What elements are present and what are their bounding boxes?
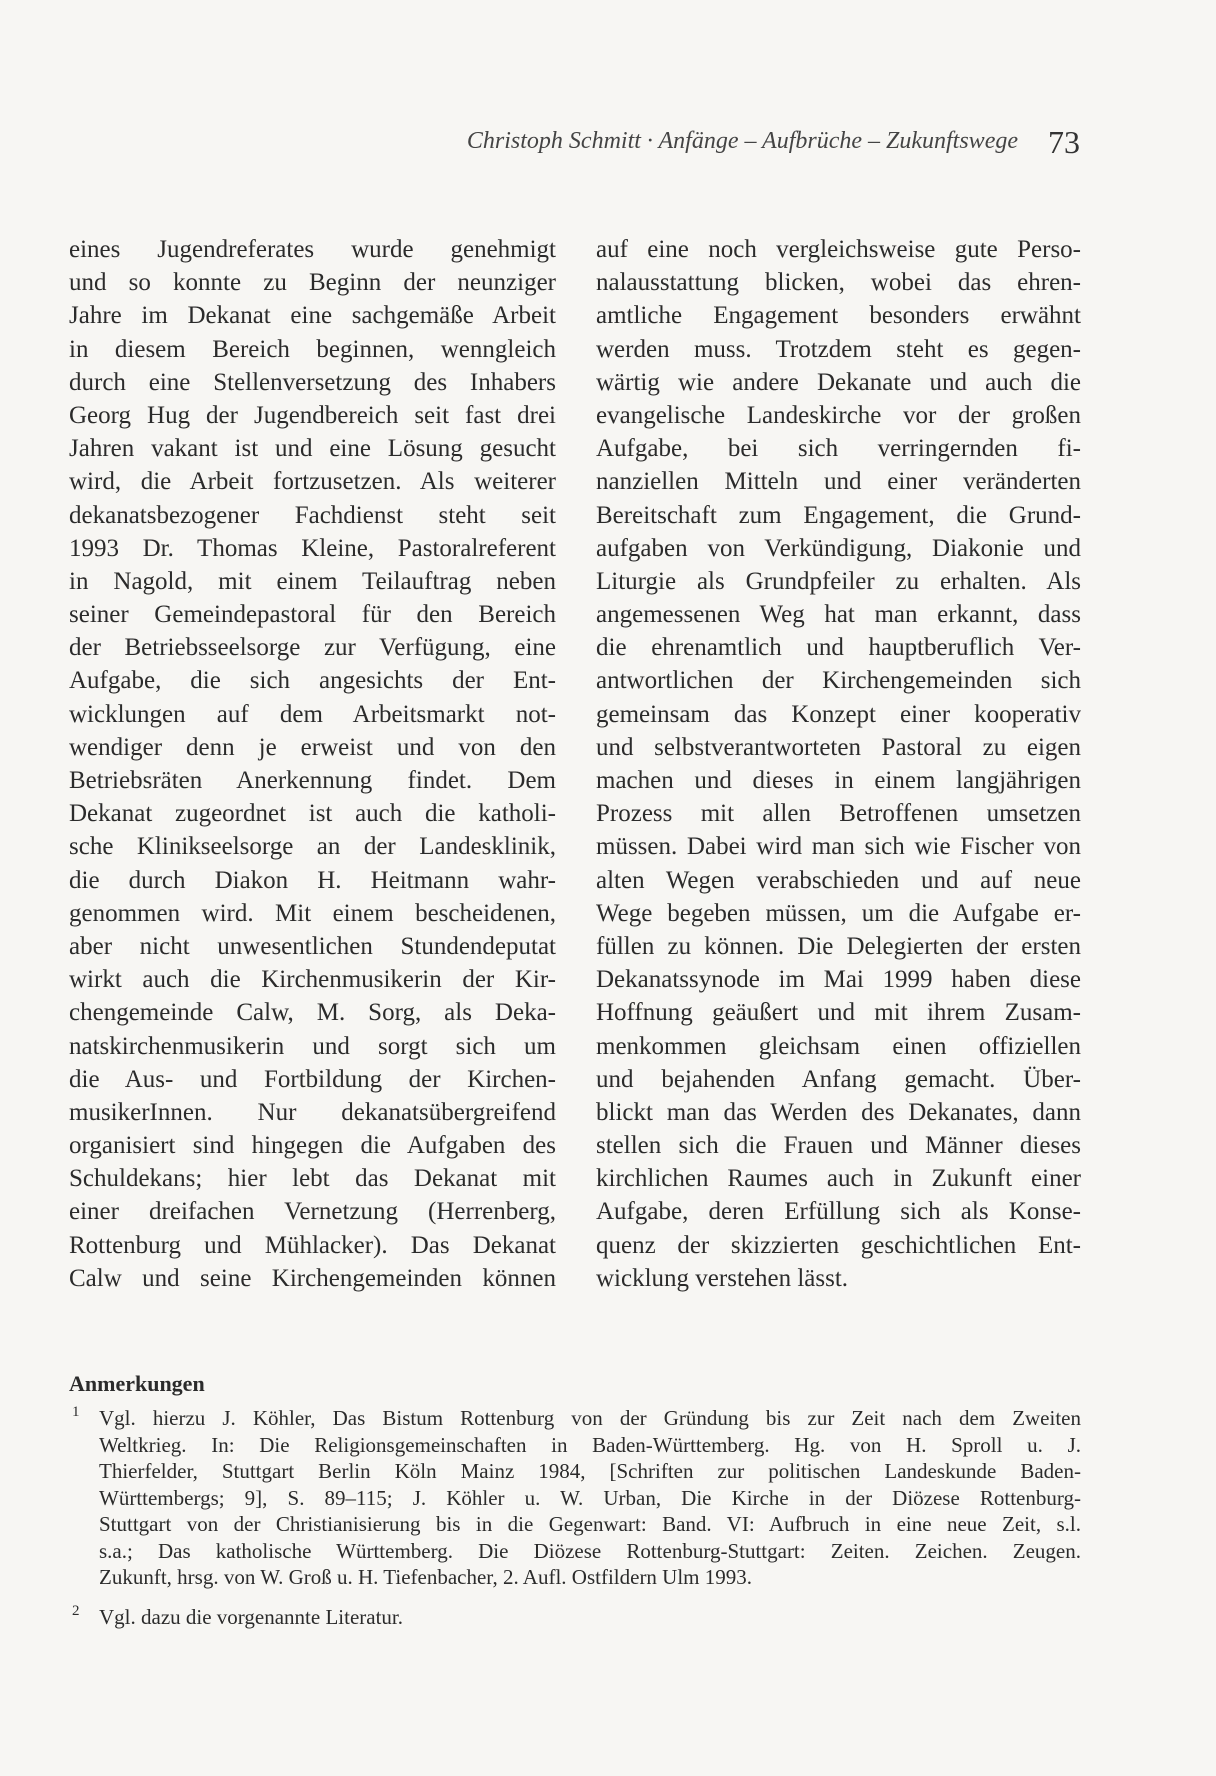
text-line: alten Wegen verabschieden und auf neue: [596, 866, 1081, 894]
text-line: wicklung verstehen lässt.: [596, 1264, 849, 1292]
footnote-line: Thierfelder, Stuttgart Berlin Köln Mainz 1984, [Schriften zur politischen Landeskunde Baden-: [99, 1459, 1081, 1483]
running-head: [0, 128, 1082, 155]
footnote-line: Vgl. dazu die vorgenannte Literatur.: [99, 1605, 404, 1629]
text-line: organisiert sind hingegen die Aufgaben des: [69, 1132, 556, 1160]
text-line: und bejahenden Anfang gemacht. Über-: [596, 1065, 1081, 1093]
text-line: menkommen gleichsam einen offiziellen: [596, 1032, 1081, 1060]
text-line: genommen wird. Mit einem bescheidenen,: [69, 899, 556, 927]
text-line: Jahren vakant ist und eine Lösung gesucht: [69, 435, 556, 463]
text-line: müssen. Dabei wird man sich wie Fischer von: [596, 833, 1081, 861]
page-number: 73: [1048, 124, 1080, 160]
text-line: gemeinsam das Konzept einer kooperativ: [596, 700, 1081, 728]
footnote-body: [99, 1604, 1081, 1631]
text-line: Liturgie als Grundpfeiler zu erhalten. Als: [596, 567, 1081, 595]
text-line: wirkt auch die Kirchenmusikerin der Kir-: [69, 966, 556, 994]
text-line: dekanatsbezogener Fachdienst steht seit: [69, 501, 556, 529]
text-line: wicklungen auf dem Arbeitsmarkt not-: [69, 700, 556, 728]
text-line: angemessenen Weg hat man erkannt, dass: [596, 601, 1081, 629]
text-line: Dekanatssynode im Mai 1999 haben diese: [596, 966, 1081, 994]
text-line: Aufgabe, die sich angesichts der Ent-: [69, 667, 556, 695]
text-line: stellen sich die Frauen und Männer dieses: [596, 1132, 1081, 1160]
text-line: wird, die Arbeit fortzusetzen. Als weiterer: [69, 468, 556, 496]
footnote-1: [69, 1405, 1081, 1591]
text-line: Dekanat zugeordnet ist auch die katholi-: [69, 800, 556, 828]
text-line: durch eine Stellenversetzung des Inhabers: [69, 368, 556, 396]
text-line: aufgaben von Verkündigung, Diakonie und: [596, 534, 1081, 562]
text-line: die Aus- und Fortbildung der Kirchen-: [69, 1065, 556, 1093]
footnote-2: [69, 1604, 1081, 1631]
text-line: Hoffnung geäußert und mit ihrem Zusam-: [596, 999, 1081, 1027]
text-line: Jahre im Dekanat eine sachgemäße Arbeit: [69, 302, 556, 330]
text-line: 1993 Dr. Thomas Kleine, Pastoralreferent: [69, 534, 556, 562]
text-line: nalausstattung blicken, wobei das ehren-: [596, 269, 1081, 297]
text-line: in diesem Bereich beginnen, wenngleich: [69, 335, 556, 363]
text-line: amtliche Engagement besonders erwähnt: [596, 302, 1081, 330]
text-line: der Betriebsseelsorge zur Verfügung, eine: [69, 634, 556, 662]
text-line: Schuldekans; hier lebt das Dekanat mit: [69, 1165, 556, 1193]
footnote-line: Vgl. hierzu J. Köhler, Das Bistum Rottenburg von der Gründung bis zur Zeit nach dem Zweiten: [99, 1406, 1081, 1430]
text-line: Wege begeben müssen, um die Aufgabe er-: [596, 899, 1081, 927]
text-line: und so konnte zu Beginn der neunziger: [69, 269, 556, 297]
footnote-line: Zukunft, hrsg. von W. Groß u. H. Tiefenbacher, 2. Aufl. Ostfildern Ulm 1993.: [99, 1565, 753, 1589]
running-head-text: Christoph Schmitt · Anfänge – Aufbrüche – Zukunftswege: [466, 128, 1018, 154]
text-line: füllen zu können. Die Delegierten der ersten: [596, 932, 1081, 960]
text-line: nanziellen Mitteln und einer veränderten: [596, 468, 1081, 496]
footnote-line: Weltkrieg. In: Die Religionsgemeinschaften in Baden-Württemberg. Hg. von H. Sproll u. J.: [99, 1432, 1081, 1457]
text-line: kirchlichen Raumes auch in Zukunft einer: [596, 1165, 1081, 1193]
notes-heading: Anmerkungen: [69, 1371, 205, 1396]
text-line: Aufgabe, deren Erfüllung sich als Konse-: [596, 1198, 1081, 1226]
text-line: wärtig wie andere Dekanate und auch die: [596, 368, 1081, 396]
text-line: musikerInnen. Nur dekanatsübergreifend: [69, 1098, 556, 1126]
footnote-line: Stuttgart von der Christianisierung bis in die Gegenwart: Band. VI: Aufbruch in eine neue Zeit, s.l.: [99, 1512, 1081, 1536]
text-line: evangelische Landeskirche vor der großen: [596, 401, 1081, 429]
text-line: Betriebsräten Anerkennung findet. Dem: [69, 767, 556, 794]
text-line: machen und dieses in einem langjährigen: [596, 767, 1081, 794]
text-line: die durch Diakon H. Heitmann wahr-: [69, 866, 556, 894]
text-line: natskirchenmusikerin und sorgt sich um: [69, 1032, 556, 1060]
left-column: [69, 233, 556, 1295]
text-line: und selbstverantworteten Pastoral zu eigen: [596, 733, 1081, 761]
text-line: eines Jugendreferates wurde genehmigt: [69, 236, 556, 263]
text-line: Prozess mit allen Betroffenen umsetzen: [596, 800, 1081, 828]
text-line: wendiger denn je erweist und von den: [69, 733, 556, 761]
text-line: Bereitschaft zum Engagement, die Grund-: [596, 501, 1081, 529]
text-line: auf eine noch vergleichsweise gute Perso-: [596, 236, 1081, 263]
text-line: Rottenburg und Mühlacker). Das Dekanat: [69, 1231, 556, 1259]
text-line: Aufgabe, bei sich verringernden fi-: [596, 435, 1081, 463]
right-column: [596, 233, 1081, 1295]
text-line: einer dreifachen Vernetzung (Herrenberg,: [69, 1198, 556, 1226]
text-line: antwortlichen der Kirchengemeinden sich: [596, 667, 1081, 695]
text-line: werden muss. Trotzdem steht es gegen-: [596, 335, 1081, 363]
text-line: aber nicht unwesentlichen Stundendeputat: [69, 932, 556, 960]
footnote-number: 2: [72, 1603, 80, 1619]
text-line: seiner Gemeindepastoral für den Bereich: [69, 601, 556, 629]
text-line: quenz der skizzierten geschichtlichen Ent-: [596, 1231, 1081, 1259]
footnote-line: Württembergs; 9], S. 89–115; J. Köhler u. W. Urban, Die Kirche in der Diözese Rottenburg-: [99, 1485, 1081, 1510]
text-line: in Nagold, mit einem Teilauftrag neben: [69, 567, 556, 595]
text-line: Calw und seine Kirchengemeinden können: [69, 1264, 556, 1292]
text-line: sche Klinikseelsorge an der Landesklinik,: [69, 833, 556, 861]
footnote-number: 1: [72, 1404, 80, 1420]
text-line: blickt man das Werden des Dekanates, dann: [596, 1098, 1081, 1126]
text-line: chengemeinde Calw, M. Sorg, als Deka-: [69, 999, 556, 1027]
text-line: die ehrenamtlich und hauptberuflich Ver-: [596, 634, 1081, 662]
footnote-body: [99, 1405, 1081, 1591]
footnote-line: s.a.; Das katholische Württemberg. Die Diözese Rottenburg-Stuttgart: Zeiten. Zeichen. Zeugen.: [99, 1538, 1081, 1563]
text-line: Georg Hug der Jugendbereich seit fast drei: [69, 401, 556, 429]
